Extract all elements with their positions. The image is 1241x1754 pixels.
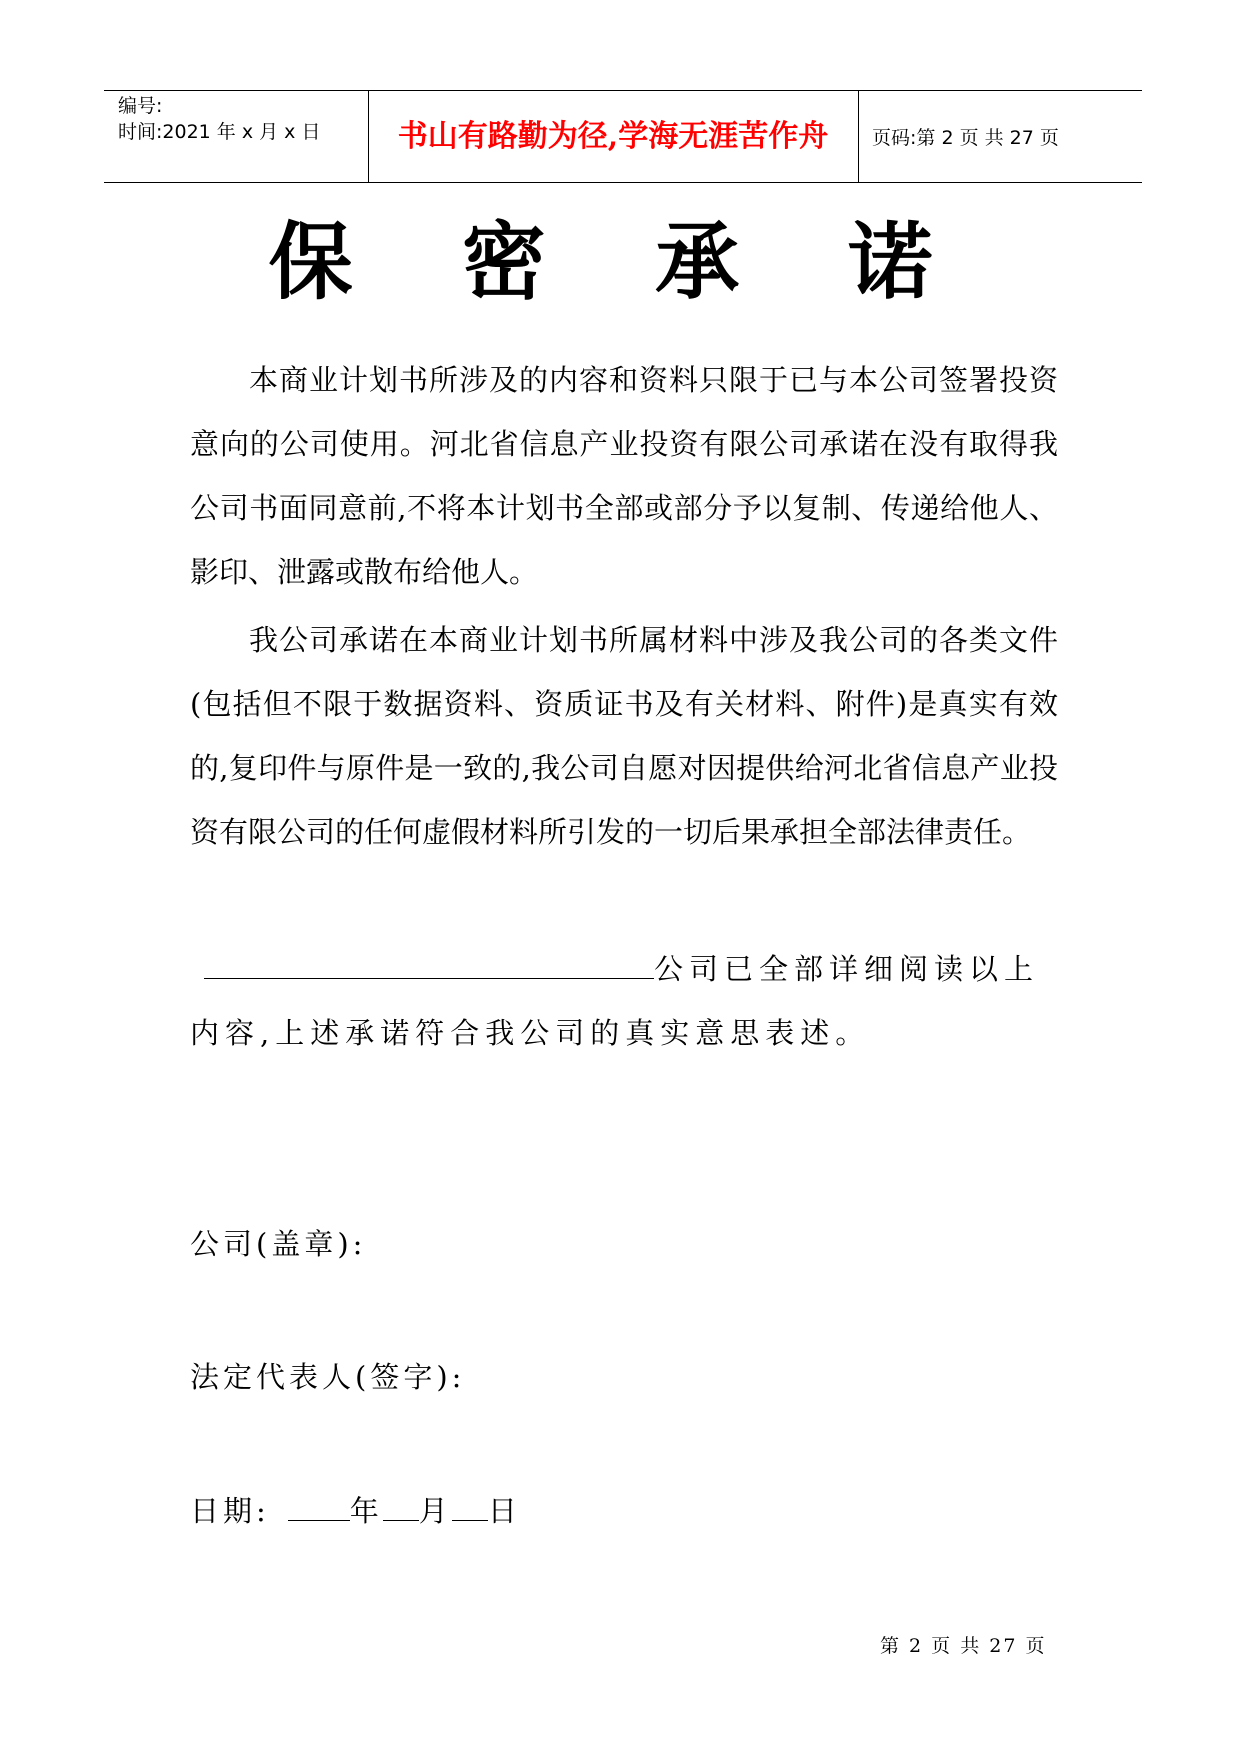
header-page-info: 页码:第 2 页 共 27 页 [872,127,1059,149]
day-blank[interactable] [452,1490,488,1521]
paragraph-text: 我公司承诺在本商业计划书所属材料中涉及我公司的各类文件(包括但不限于数据资料、资质证书及有关材料、附件)是真实有效的,复印件与原件是一致的,我公司自愿对因提供给河北省信息产业投资有限公司的任何虚假材料所引发的一切后果承担全部法律责任。 [190,623,1058,849]
month-blank[interactable] [383,1490,419,1521]
header-top-rule [104,90,1142,91]
acknowledgement-statement [190,937,1058,1065]
company-seal-field [190,1222,366,1266]
month-label: 月 [418,1494,452,1528]
company-seal-label: 公司(盖章): [190,1227,367,1261]
paragraph-authenticity [190,608,1058,864]
header-divider-right [858,90,859,182]
document-title: 保 密 承 诺 [268,212,973,311]
paragraph-text: 本商业计划书所涉及的内容和资料只限于已与本公司签署投资意向的公司使用。河北省信息产业投资有限公司承诺在没有取得我公司书面同意前,不将本计划书全部或部分予以复制、传递给他人、影印、泄露或散布给他人。 [190,363,1058,589]
representative-signature-field [190,1355,465,1399]
footer-page-info: 第 2 页 共 27 页 [880,1635,1047,1657]
header-date-label: 时间:2021 年 x 月 x 日 [118,121,321,143]
representative-signature-label: 法定代表人(签字): [190,1360,466,1394]
year-label: 年 [349,1494,383,1528]
acknowledgement-text: 公司已全部详细阅读以上内容,上述承诺符合我公司的真实意思表述。 [190,952,1040,1050]
header-bottom-rule [104,182,1142,183]
year-blank[interactable] [288,1490,350,1521]
header-number-label: 编号: [118,95,163,117]
paragraph-confidentiality [190,348,1058,604]
day-label: 日 [487,1494,521,1528]
date-label: 日期: [190,1494,270,1528]
company-name-blank[interactable] [204,952,654,979]
signature-date-field [190,1489,521,1533]
header-divider-left [368,90,369,182]
header-motto: 书山有路勤为径,学海无涯苦作舟 [397,119,829,154]
